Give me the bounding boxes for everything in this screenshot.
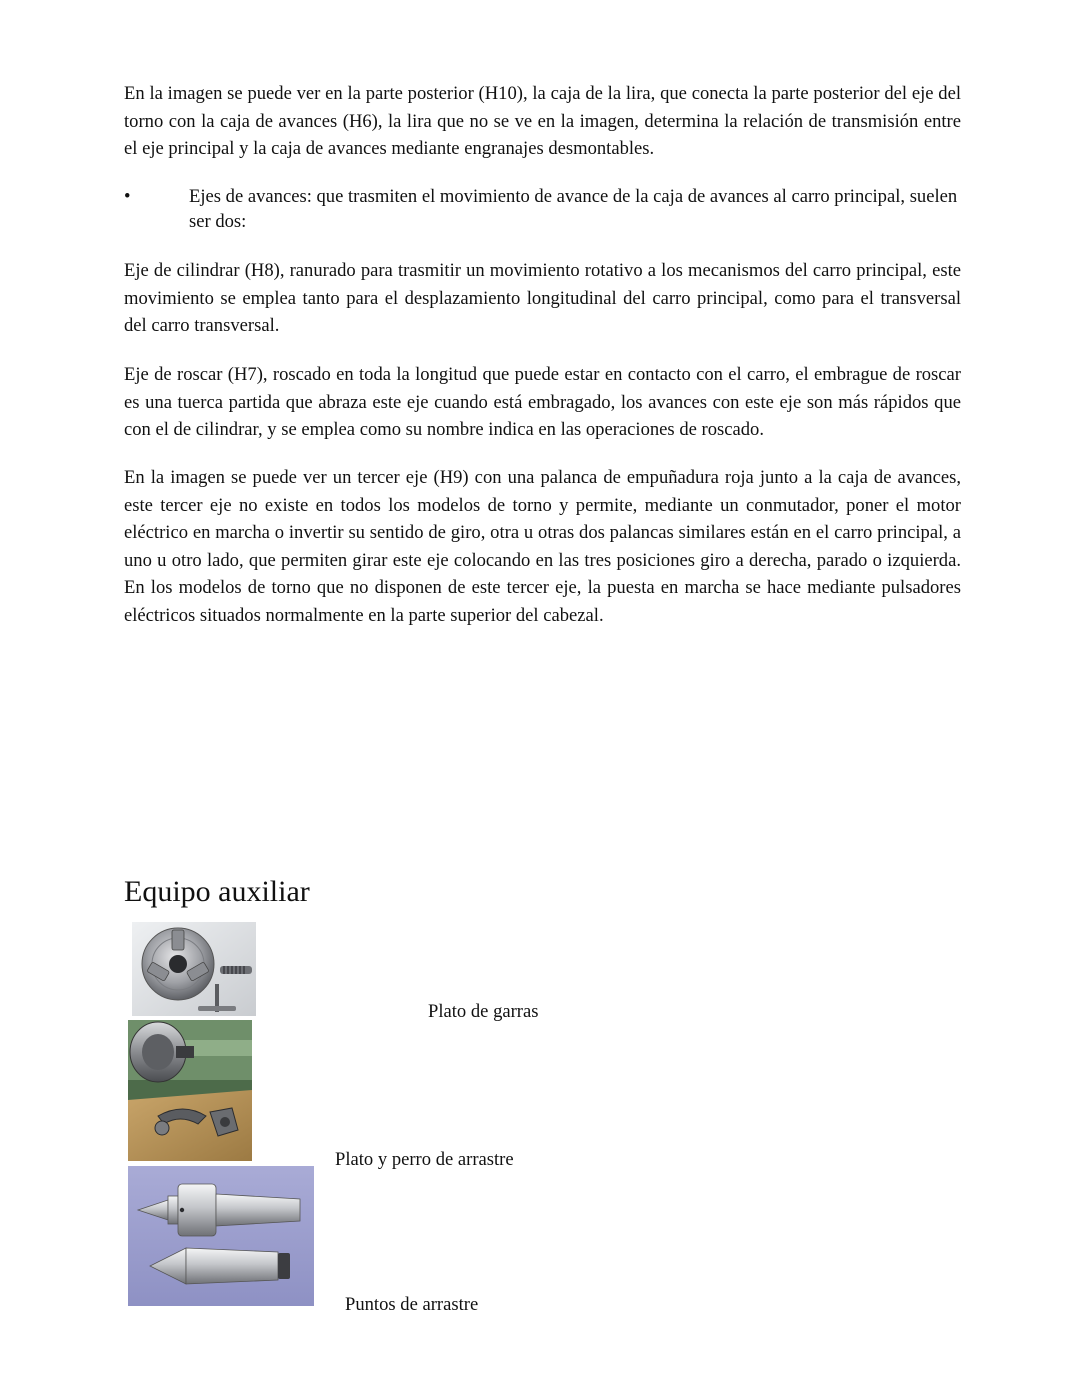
paragraph-eje-roscar: Eje de roscar (H7), roscado en toda la longitud que puede estar en contacto con el carro, el embrague de roscar es una tuerca partida que abraza este eje cuando está embragado, los avances con este eje son más rápidos que con el de cilindrar, y se emplea como su nombre indica en las operaciones de roscado. xyxy=(124,364,961,441)
paragraph-lira: En la imagen se puede ver en la parte posterior (H10), la caja de la lira, que conecta la parte posterior del eje del torno con la caja de avances (H6), la lira que no se ve en la imagen, determina la relación de transmisión entre el eje principal y la caja de avances mediante engranajes desmontables. xyxy=(124,83,961,160)
centers-image xyxy=(128,1166,314,1306)
paragraph-eje-cilindrar: Eje de cilindrar (H8), ranurado para trasmitir un movimiento rotativo a los mecanismos del carro principal, este movimiento se emplea tanto para el desplazamiento longitudinal del carro principal, como para el transversal del carro transversal. xyxy=(124,260,961,337)
driving-dog-image xyxy=(128,1020,252,1161)
paragraph-tercer-eje: En la imagen se puede ver un tercer eje (H9) con una palanca de empuñadura roja junto a la caja de avances, este tercer eje no existe en todos los modelos de torno y permite, mediante un conmutador, poner el motor eléctrico en marcha o invertir su sentido de giro, otra u otras dos palancas similares están en el carro principal, a uno u otro lado, que permiten girar este eje colocando en las tres posiciones giro a derecha, parado o izquierda. En los modelos de torno que no disponen de este tercer eje, la puesta en marcha se hace mediante pulsadores eléctricos situados normalmente en la parte superior del cabezal. xyxy=(124,467,961,626)
bullet-text: Ejes de avances: que trasmiten el movimiento de avance de la caja de avances al carro principal, suelen ser dos: xyxy=(189,186,958,232)
caption-plato-garras: Plato de garras xyxy=(428,1001,539,1022)
bullet-marker: • xyxy=(124,186,131,207)
chuck-image xyxy=(132,922,256,1016)
section-heading: Equipo auxiliar xyxy=(124,875,310,908)
caption-puntos-arrastre: Puntos de arrastre xyxy=(345,1294,479,1315)
caption-plato-perro-arrastre: Plato y perro de arrastre xyxy=(335,1149,514,1170)
